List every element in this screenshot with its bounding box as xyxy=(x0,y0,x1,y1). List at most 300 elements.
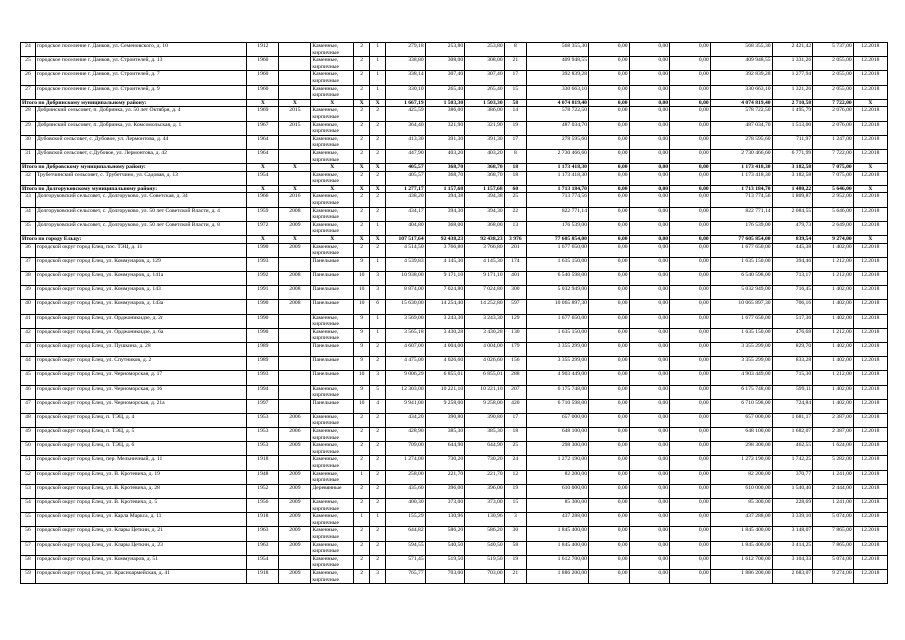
cell-cost: 77 605 854,00 xyxy=(527,236,589,244)
cell-fl: 2 xyxy=(354,221,370,235)
cell-address: городское поселение г. Данков, ул. Строителей, д. 9 xyxy=(35,85,246,99)
cell-f3: 0,00 xyxy=(670,484,711,498)
cell-cost: 1 845 400,00 xyxy=(527,527,589,541)
cell-f1: 0,00 xyxy=(588,43,629,57)
cell-s2: 5 737,00 xyxy=(813,43,854,57)
cell-dt: X xyxy=(853,236,887,244)
cell-a3: 253,80 xyxy=(465,43,505,57)
cell-cost: 437 288,00 xyxy=(527,513,589,527)
cell-number: 38 xyxy=(21,272,36,286)
cell-a3: 394,30 xyxy=(465,207,505,221)
cell-number: 42 xyxy=(21,328,36,342)
cell-f1: 0,00 xyxy=(588,221,629,235)
cell-f1: 0,00 xyxy=(588,456,629,470)
cell-number: 52 xyxy=(21,470,36,484)
cell-f2: 0,00 xyxy=(629,428,670,442)
cell-address: городской округ город Елец, пер. Мельничный, д. 11 xyxy=(35,456,246,470)
cell-a1: 155,29 xyxy=(386,513,426,527)
cell-f4: 176 539,00 xyxy=(710,221,772,235)
subtotal-row xyxy=(21,236,888,244)
cell-a2: 130,96 xyxy=(425,513,465,527)
cell-number: 29 xyxy=(21,121,36,135)
cell-s1: 724,84 xyxy=(772,399,813,413)
cell-a3: 221,70 xyxy=(465,470,505,484)
cell-a1: 364,40 xyxy=(386,121,426,135)
cell-y2: 2009 xyxy=(279,470,311,484)
cell-ent: 3 xyxy=(370,569,386,583)
cell-s1: 1 480,22 xyxy=(772,185,813,193)
cell-y2 xyxy=(279,357,311,371)
cell-f3: 0,00 xyxy=(670,99,711,107)
cell-a3: 1 503,30 xyxy=(465,99,505,107)
cell-cost: 278 595,60 xyxy=(527,135,589,149)
cell-f2: 0,00 xyxy=(629,121,670,135)
cell-y2 xyxy=(279,328,311,342)
cell-s1: 599,11 xyxy=(772,385,813,399)
cell-ent: 2 xyxy=(370,342,386,356)
cell-f4: 1 173 418,30 xyxy=(710,164,772,172)
cell-f2: 0,00 xyxy=(629,171,670,185)
cell-fl: 9 xyxy=(354,328,370,342)
cell-a3: 4 004,00 xyxy=(465,342,505,356)
cell-s2: 7 865,00 xyxy=(813,527,854,541)
cell-a1: 4 514,50 xyxy=(386,243,426,257)
cell-dt: 12.2018 xyxy=(853,286,887,300)
cell-f2: 0,00 xyxy=(629,149,670,163)
cell-number: 56 xyxy=(21,527,36,541)
cell-f2: 0,00 xyxy=(629,300,670,314)
cell-res: 3 xyxy=(504,513,526,527)
cell-a1: 258,00 xyxy=(386,470,426,484)
cell-wall: Каменные, кирпичные xyxy=(311,541,354,555)
cell-f1: 0,00 xyxy=(588,328,629,342)
cell-cost: 330 663,10 xyxy=(527,85,589,99)
cell-y2 xyxy=(279,149,311,163)
cell-f3: 0,00 xyxy=(670,541,711,555)
cell-s1: 1 331,26 xyxy=(772,57,813,71)
cell-a1: 413,30 xyxy=(386,135,426,149)
cell-f2: 0,00 xyxy=(629,413,670,427)
cell-fl: 9 xyxy=(354,257,370,271)
cell-f2: 0,00 xyxy=(629,236,670,244)
cell-f4: 713 774,56 xyxy=(710,193,772,207)
cell-a1: 338,80 xyxy=(386,57,426,71)
cell-ent: 1 xyxy=(370,513,386,527)
cell-s1: 3 339,10 xyxy=(772,513,813,527)
cell-a3: 394,38 xyxy=(465,193,505,207)
cell-f1: 0,00 xyxy=(588,236,629,244)
cell-a3: 4 145,30 xyxy=(465,257,505,271)
cell-a2: 403,20 xyxy=(425,149,465,163)
cell-a1: 10 938,00 xyxy=(386,272,426,286)
cell-a1: 405,57 xyxy=(386,171,426,185)
cell-a3: 373,00 xyxy=(465,499,505,513)
cell-fl: 2 xyxy=(354,107,370,121)
cell-f4: 1 635 150,00 xyxy=(710,328,772,342)
cell-number: 28 xyxy=(21,107,36,121)
cell-s2: 1 402,00 xyxy=(813,342,854,356)
cell-y2 xyxy=(279,314,311,328)
cell-a2: 10 221,10 xyxy=(425,385,465,399)
cell-ent: 2 xyxy=(370,484,386,498)
cell-s2: 7 075,00 xyxy=(813,171,854,185)
cell-ent: 2 xyxy=(370,171,386,185)
cell-a1: 438,20 xyxy=(386,193,426,207)
cell-ent: 2 xyxy=(370,456,386,470)
cell-address: городской округ город Елец, ул. В. Кротевича, д. 5 xyxy=(35,499,246,513)
cell-a2: 730,20 xyxy=(425,456,465,470)
cell-y2 xyxy=(279,71,311,85)
cell-s2: 1 402,00 xyxy=(813,399,854,413)
cell-f4: 657 000,00 xyxy=(710,413,772,427)
cell-s2: 1 402,00 xyxy=(813,243,854,257)
cell-f2: 0,00 xyxy=(629,357,670,371)
cell-res: 21 xyxy=(504,57,526,71)
cell-ent: 2 xyxy=(370,541,386,555)
cell-s1: 479,73 xyxy=(772,221,813,235)
cell-f3: 0,00 xyxy=(670,243,711,257)
cell-y1: 1948 xyxy=(247,470,279,484)
cell-y2 xyxy=(279,342,311,356)
cell-f3: 0,00 xyxy=(670,43,711,57)
cell-address: городской округ город Елец, п. ТЭЦ, д. 5 xyxy=(35,428,246,442)
subtotal-label: Итого по городу Ельцу: xyxy=(21,236,247,244)
cell-f1: 0,00 xyxy=(588,413,629,427)
cell-y1: 1960 xyxy=(247,57,279,71)
cell-f4: 4 903 449,00 xyxy=(710,371,772,385)
cell-f4: 2 730 466,60 xyxy=(710,149,772,163)
cell-cost: 392 839,28 xyxy=(527,71,589,85)
cell-fl: X xyxy=(354,164,370,172)
cell-s1: 3 104,33 xyxy=(772,555,813,569)
cell-address: Дубовской сельсовет, с. Дубовое, ул. Лермонтова, д. 44 xyxy=(35,135,246,149)
cell-wall: X xyxy=(311,185,354,193)
cell-y2: 2015 xyxy=(279,121,311,135)
cell-address: городское поселение г. Данков, ул. Строителей, д. 7 xyxy=(35,71,246,85)
cell-f2: 0,00 xyxy=(629,135,670,149)
cell-f3: 0,00 xyxy=(670,569,711,583)
cell-wall: Панельные xyxy=(311,371,354,385)
cell-dt: X xyxy=(853,99,887,107)
cell-wall: X xyxy=(311,164,354,172)
cell-number: 48 xyxy=(21,413,36,427)
cell-y2 xyxy=(279,456,311,470)
cell-f4: 3 355 299,00 xyxy=(710,357,772,371)
cell-f4: 6 710 598,00 xyxy=(710,399,772,413)
cell-y2: 2009 xyxy=(279,221,311,235)
cell-a1: 435,60 xyxy=(386,484,426,498)
table-row xyxy=(21,328,888,342)
cell-f2: 0,00 xyxy=(629,71,670,85)
cell-wall: Каменные, кирпичные xyxy=(311,193,354,207)
cell-number: 40 xyxy=(21,300,36,314)
table-row xyxy=(21,555,888,569)
cell-s2: 5 282,00 xyxy=(813,456,854,470)
cell-a3: 265,40 xyxy=(465,85,505,99)
cell-s2: 1 212,00 xyxy=(813,371,854,385)
cell-s1: 1 681,17 xyxy=(772,413,813,427)
cell-a2: 9 171,10 xyxy=(425,272,465,286)
table-row xyxy=(21,243,888,257)
cell-f4: 5 032 949,00 xyxy=(710,286,772,300)
cell-wall: X xyxy=(311,236,354,244)
cell-f3: 0,00 xyxy=(670,272,711,286)
cell-number: 53 xyxy=(21,484,36,498)
cell-wall: Каменные, кирпичные xyxy=(311,207,354,221)
cell-cost: 822 771,14 xyxy=(527,207,589,221)
cell-f3: 0,00 xyxy=(670,257,711,271)
cell-a1: 434,20 xyxy=(386,413,426,427)
cell-f1: 0,00 xyxy=(588,371,629,385)
cell-res: 15 xyxy=(504,499,526,513)
cell-res: 30 xyxy=(504,527,526,541)
cell-y1: 1953 xyxy=(247,413,279,427)
cell-number: 37 xyxy=(21,257,36,271)
cell-a1: 338,14 xyxy=(386,71,426,85)
cell-y1: 1997 xyxy=(247,399,279,413)
subtotal-row xyxy=(21,185,888,193)
cell-wall: Каменные, кирпичные xyxy=(311,149,354,163)
cell-cost: 578 722,50 xyxy=(527,107,589,121)
cell-res: 24 xyxy=(504,456,526,470)
cell-cost: 648 100,00 xyxy=(527,428,589,442)
cell-cost: 487 034,70 xyxy=(527,121,589,135)
cell-ent: 2 xyxy=(370,135,386,149)
cell-fl: 2 xyxy=(354,243,370,257)
cell-f4: 568 355,30 xyxy=(710,43,772,57)
cell-a3: 386,00 xyxy=(465,107,505,121)
cell-address: городской округ город Елец, ул. Клары Цеткин, д. 23 xyxy=(35,541,246,555)
cell-f3: 0,00 xyxy=(670,164,711,172)
cell-y2 xyxy=(279,135,311,149)
cell-f1: 0,00 xyxy=(588,193,629,207)
cell-f2: 0,00 xyxy=(629,328,670,342)
cell-f3: 0,00 xyxy=(670,193,711,207)
cell-a3: 368,70 xyxy=(465,164,505,172)
cell-wall: Каменные, кирпичные xyxy=(311,107,354,121)
table-row xyxy=(21,221,888,235)
cell-ent: X xyxy=(370,164,386,172)
cell-f4: 4 074 819,40 xyxy=(710,99,772,107)
cell-a2: 1 157,68 xyxy=(425,185,465,193)
cell-f2: 0,00 xyxy=(629,456,670,470)
cell-fl: 10 xyxy=(354,399,370,413)
cell-s1: 3 148,07 xyxy=(772,527,813,541)
cell-s1: 1 277,94 xyxy=(772,71,813,85)
cell-a2: 7 024,80 xyxy=(425,286,465,300)
cell-dt: 12.2018 xyxy=(853,300,887,314)
cell-cost: 3 355 299,00 xyxy=(527,342,589,356)
register-page xyxy=(20,42,888,584)
cell-f1: 0,00 xyxy=(588,399,629,413)
cell-ent: 3 xyxy=(370,286,386,300)
subtotal-label: Итого по Добринскому муниципальному району: xyxy=(21,99,247,107)
cell-fl: 9 xyxy=(354,314,370,328)
cell-number: 34 xyxy=(21,207,36,221)
cell-f1: 0,00 xyxy=(588,57,629,71)
cell-y2: 2015 xyxy=(279,107,311,121)
cell-ent: 1 xyxy=(370,221,386,235)
cell-dt: 12.2018 xyxy=(853,399,887,413)
cell-s1: 1 742,25 xyxy=(772,456,813,470)
cell-address: Долгоруковский сельсовет, с. Долгоруково, ул. 50 лет Советской Власти, д. 8 xyxy=(35,221,246,235)
cell-s2: 1 212,00 xyxy=(813,272,854,286)
cell-s2: 1 624,00 xyxy=(813,442,854,456)
cell-s2: 2 055,00 xyxy=(813,85,854,99)
cell-number: 30 xyxy=(21,135,36,149)
cell-a2: 540,50 xyxy=(425,541,465,555)
cell-f3: 0,00 xyxy=(670,371,711,385)
cell-y2: 2016 xyxy=(279,193,311,207)
cell-a2: 6 855,01 xyxy=(425,371,465,385)
cell-y1: 1953 xyxy=(247,428,279,442)
cell-f2: 0,00 xyxy=(629,555,670,569)
cell-f1: 0,00 xyxy=(588,428,629,442)
housing-register-table xyxy=(20,42,888,584)
cell-res: 401 xyxy=(504,272,526,286)
cell-y1: 1990 xyxy=(247,243,279,257)
cell-f4: 1 886 200,00 xyxy=(710,569,772,583)
cell-fl: 2 xyxy=(354,135,370,149)
cell-s2: 5 074,00 xyxy=(813,555,854,569)
cell-ent: X xyxy=(370,236,386,244)
cell-f2: 0,00 xyxy=(629,385,670,399)
cell-y1: 1993 xyxy=(247,371,279,385)
cell-a1: 8 874,00 xyxy=(386,286,426,300)
cell-address: Добринский сельсовет, п. Добринка, ул. 50 лет Октября, д. 4 xyxy=(35,107,246,121)
cell-number: 32 xyxy=(21,171,36,185)
cell-a2: 396,00 xyxy=(425,484,465,498)
cell-wall: Панельные xyxy=(311,342,354,356)
cell-s1: 445,38 xyxy=(772,243,813,257)
cell-y2 xyxy=(279,171,311,185)
table-row xyxy=(21,569,888,583)
cell-f3: 0,00 xyxy=(670,171,711,185)
cell-dt: 12.2018 xyxy=(853,193,887,207)
cell-s1: 706,16 xyxy=(772,300,813,314)
cell-ent: 2 xyxy=(370,428,386,442)
cell-s2: 2 076,00 xyxy=(813,121,854,135)
cell-dt: 12.2018 xyxy=(853,513,887,527)
cell-ent: 1 xyxy=(370,314,386,328)
cell-ent: 2 xyxy=(370,555,386,569)
cell-fl: 9 xyxy=(354,342,370,356)
cell-s1: 3 182,58 xyxy=(772,164,813,172)
cell-wall: Панельные xyxy=(311,300,354,314)
cell-f3: 0,00 xyxy=(670,149,711,163)
cell-wall: Каменные, кирпичные xyxy=(311,135,354,149)
cell-f2: 0,00 xyxy=(629,286,670,300)
cell-f2: 0,00 xyxy=(629,57,670,71)
cell-res: 130 xyxy=(504,328,526,342)
cell-f2: 0,00 xyxy=(629,541,670,555)
cell-dt: 12.2018 xyxy=(853,221,887,235)
cell-wall: Каменные, кирпичные xyxy=(311,43,354,57)
cell-wall: Панельные xyxy=(311,399,354,413)
cell-f3: 0,00 xyxy=(670,207,711,221)
cell-ent: X xyxy=(370,99,386,107)
cell-dt: 12.2018 xyxy=(853,107,887,121)
table-row xyxy=(21,428,888,442)
table-row xyxy=(21,171,888,185)
cell-a3: 703,00 xyxy=(465,569,505,583)
cell-dt: 12.2018 xyxy=(853,149,887,163)
cell-s1: 716,45 xyxy=(772,286,813,300)
cell-cost: 82 200,00 xyxy=(527,470,589,484)
cell-y1: 1990 xyxy=(247,300,279,314)
cell-f2: 0,00 xyxy=(629,99,670,107)
cell-y2 xyxy=(279,85,311,99)
cell-ent: 2 xyxy=(370,413,386,427)
cell-s1: 517,36 xyxy=(772,314,813,328)
cell-f1: 0,00 xyxy=(588,257,629,271)
cell-dt: 12.2018 xyxy=(853,328,887,342)
cell-dt: 12.2018 xyxy=(853,135,887,149)
cell-a2: 4 026,60 xyxy=(425,357,465,371)
cell-dt: 12.2018 xyxy=(853,342,887,356)
cell-f2: 0,00 xyxy=(629,569,670,583)
cell-address: городской округ город Елец, ул. Коммунаров, д. 51 xyxy=(35,555,246,569)
cell-f1: 0,00 xyxy=(588,135,629,149)
cell-number: 59 xyxy=(21,569,36,583)
table-row xyxy=(21,300,888,314)
subtotal-label: Итого по Долгоруковскому муниципальному району: xyxy=(21,185,247,193)
cell-cost: 1 886 200,00 xyxy=(527,569,589,583)
cell-y2 xyxy=(279,371,311,385)
cell-fl: 10 xyxy=(354,371,370,385)
cell-cost: 409 948,55 xyxy=(527,57,589,71)
cell-dt: 12.2018 xyxy=(853,428,887,442)
cell-wall: Каменные, кирпичные xyxy=(311,456,354,470)
cell-res: 19 xyxy=(504,484,526,498)
cell-y1: X xyxy=(247,164,279,172)
cell-a1: 12 303,00 xyxy=(386,385,426,399)
cell-number: 25 xyxy=(21,57,36,71)
cell-f3: 0,00 xyxy=(670,385,711,399)
cell-f1: 0,00 xyxy=(588,513,629,527)
cell-y2: X xyxy=(279,185,311,193)
cell-f3: 0,00 xyxy=(670,399,711,413)
cell-s1: 713,17 xyxy=(772,272,813,286)
cell-f4: 610 000,00 xyxy=(710,484,772,498)
cell-dt: 12.2018 xyxy=(853,456,887,470)
cell-f4: 85 300,00 xyxy=(710,499,772,513)
cell-ent: 2 xyxy=(370,107,386,121)
cell-cost: 1 173 418,30 xyxy=(527,171,589,185)
cell-ent: 2 xyxy=(370,149,386,163)
cell-f1: 0,00 xyxy=(588,300,629,314)
cell-number: 27 xyxy=(21,85,36,99)
cell-address: городской округ город Елец, ул. Клары Цеткин, д. 21 xyxy=(35,527,246,541)
cell-a1: 400,30 xyxy=(386,499,426,513)
cell-res: 13 xyxy=(504,221,526,235)
cell-f2: 0,00 xyxy=(629,43,670,57)
cell-f4: 392 839,28 xyxy=(710,71,772,85)
cell-y2: 2009 xyxy=(279,499,311,513)
cell-a2: 4 145,30 xyxy=(425,257,465,271)
cell-number: 54 xyxy=(21,499,36,513)
cell-s1: 6 771,99 xyxy=(772,149,813,163)
table-row xyxy=(21,286,888,300)
table-row xyxy=(21,484,888,498)
cell-f3: 0,00 xyxy=(670,221,711,235)
cell-wall: Каменные, кирпичные xyxy=(311,527,354,541)
cell-dt: 12.2018 xyxy=(853,527,887,541)
subtotal-row xyxy=(21,99,888,107)
cell-address: городской округ город Елец, пос. ТЭЦ, д. 11 xyxy=(35,243,246,257)
cell-dt: 12.2018 xyxy=(853,257,887,271)
cell-y2: 2006 xyxy=(279,413,311,427)
